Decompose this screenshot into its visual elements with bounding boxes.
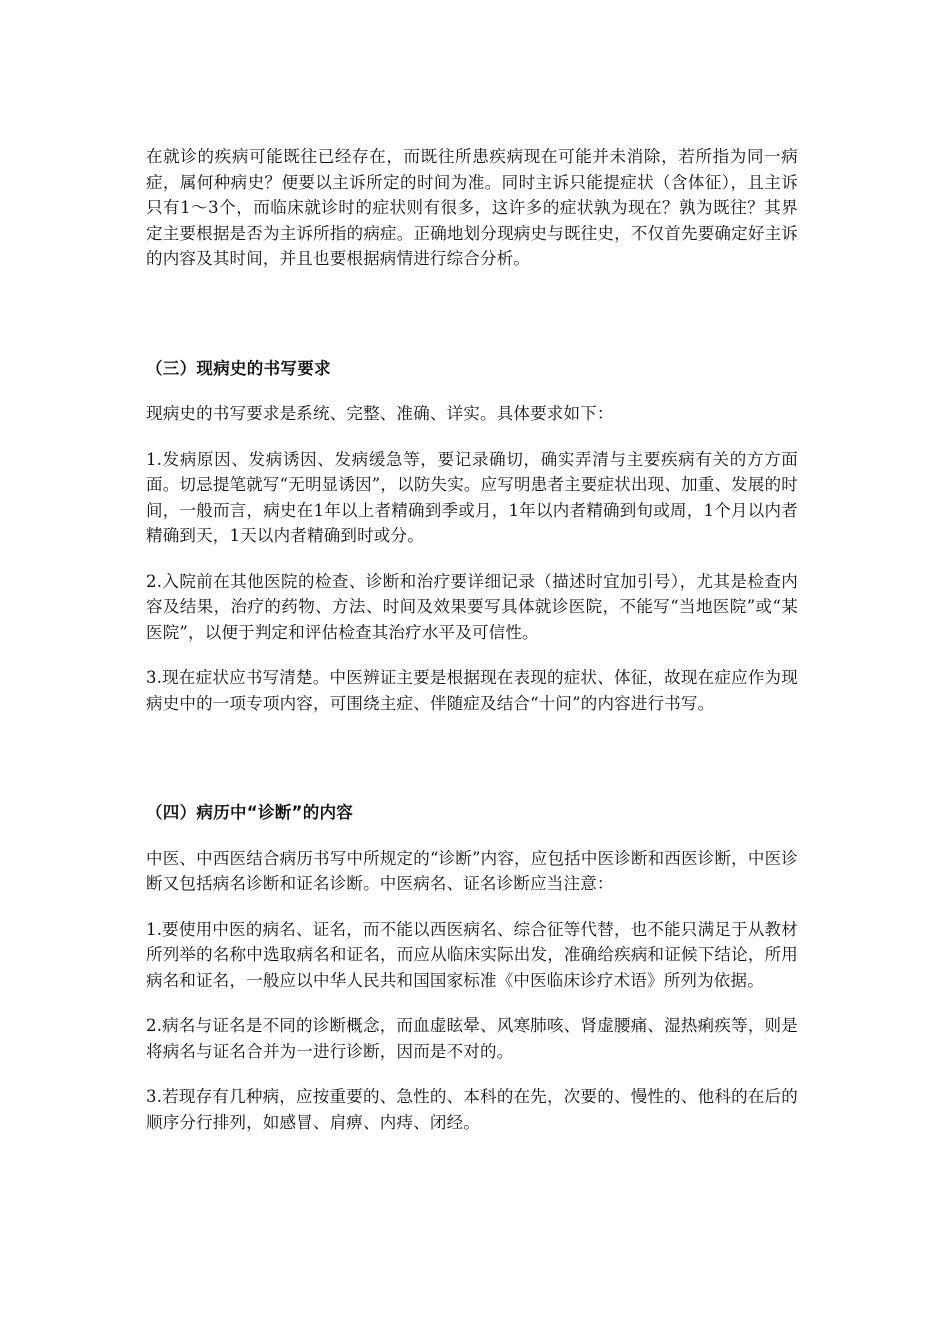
section-heading-history: （三）现病史的书写要求: [146, 358, 331, 378]
paragraph-spacer: [146, 897, 798, 917]
history-item-3: 3.现在症状应书写清楚。中医辨证主要是根据现在表现的症状、体征，故现在症应作为现病史中的一项专项内容，可围绕主症、伴随症及结合“十问”的内容进行书写。: [146, 668, 798, 713]
section-heading-diagnosis: （四）病历中“诊断”的内容: [146, 803, 354, 822]
paragraph-spacer: [146, 993, 798, 1013]
intro-paragraph: 在就诊的疾病可能既往已经存在，而既往所患疾病现在可能并未消除，若所指为同一病症，属何种病史？便要以主诉所定的时间为准。同时主诉只能提症状（含体征），且主诉只有1～3个，而临床就诊时的症状则有很多，这许多的症状孰为现在？孰为既往？其界定主要根据是否为主诉所指的病症。正确地划分现病史与既往史，不仅首先要确定好主诉的内容及其时间，并且也要根据病情进行综合分析。: [146, 147, 798, 268]
section-spacer: [146, 776, 798, 800]
paragraph-spacer: [146, 826, 798, 846]
paragraph-spacer: [146, 549, 798, 569]
history-item-1: 1.发病原因、发病诱因、发病缓急等，要记录确切，确实弄清与主要疾病有关的方方面面。切忌提笔就写“无明显诱因”，以防失实。应写明患者主要症状出现、加重、发展的时间，一般而言，病史在1年以上者精确到季或月，1年以内者精确到旬或周，1个月以内者精确到天，1天以内者精确到时或分。: [146, 449, 798, 545]
section-spacer: [146, 716, 798, 776]
paragraph-spacer: [146, 1064, 798, 1084]
paragraph-spacer: [146, 427, 798, 447]
section-lead-diagnosis: 中医、中西医结合病历书写中所规定的“诊断”内容，应包括中医诊断和西医诊断，中医诊断又包括病名诊断和证名诊断。中医病名、证名诊断应当注意：: [146, 848, 798, 893]
paragraph-spacer: [146, 645, 798, 665]
history-item-2: 2.入院前在其他医院的检查、诊断和治疗要详细记录（描述时宜加引号），尤其是检查内容及结果，治疗的药物、方法、时间及效果要写具体就诊医院，不能写“当地医院”或“某医院”，以便于判定和评估检查其治疗水平及可信性。: [146, 571, 798, 642]
diagnosis-item-3: 3.若现存有几种病，应按重要的、急性的、本科的在先，次要的、慢性的、他科的在后的顺序分行排列，如感冒、肩痹、内痔、闭经。: [146, 1087, 798, 1132]
section-spacer: [146, 332, 798, 356]
diagnosis-item-2: 2.病名与证名是不同的诊断概念，而血虚眩晕、风寒肺咳、肾虚腰痛、湿热痢疾等，则是将病名与证名合并为一进行诊断，因而是不对的。: [146, 1016, 798, 1061]
diagnosis-item-1: 1.要使用中医的病名、证名，而不能以西医病名、综合征等代替，也不能只满足于从教材所列举的名称中选取病名和证名，而应从临床实际出发，准确给疾病和证候下结论，所用病名和证名，一般应以中华人民共和国国家标准《中医临床诊疗术语》所列为依据。: [146, 919, 798, 990]
paragraph-spacer: [146, 381, 798, 401]
section-spacer: [146, 272, 798, 332]
document-body: [146, 144, 798, 1135]
section-lead-history: 现病史的书写要求是系统、完整、准确、详实。具体要求如下：: [146, 404, 614, 423]
